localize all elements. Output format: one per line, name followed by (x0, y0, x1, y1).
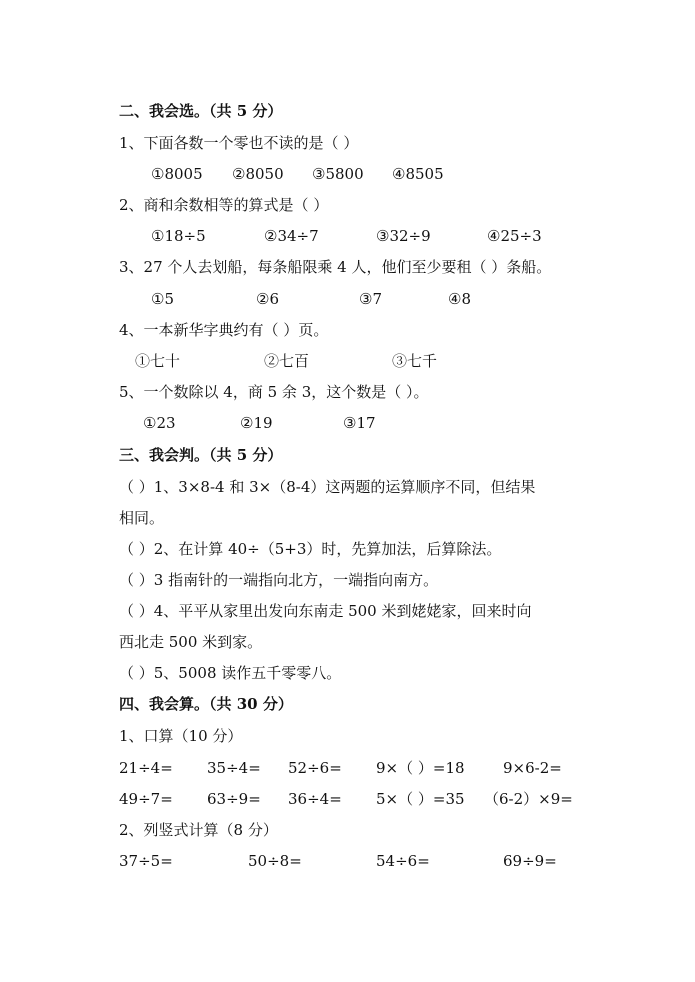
option: ④25÷3 (487, 227, 542, 245)
option: ②19 (240, 414, 273, 432)
oral-calc-item: 52÷6= (288, 759, 342, 777)
section-heading: 三、我会判。（共 5 分） (119, 446, 283, 464)
option: ③17 (343, 414, 376, 432)
judgement-item-continued: 西北走 500 米到家。 (119, 633, 263, 651)
option: ③32÷9 (376, 227, 431, 245)
vertical-calc-item: 54÷6= (376, 852, 430, 870)
judgement-item: （ ）3 指南针的一端指向北方，一端指向南方。 (119, 571, 439, 589)
judgement-item: （ ）1、3×8-4 和 3×（8-4）这两题的运算顺序不同，但结果 (119, 478, 536, 496)
option: ③5800 (312, 165, 364, 183)
option: ①23 (143, 414, 176, 432)
option: ②6 (256, 290, 279, 308)
subsection-title: 1、口算（10 分） (119, 727, 243, 745)
vertical-calc-item: 37÷5= (119, 852, 173, 870)
question-text: 1、下面各数一个零也不读的是（ ） (119, 134, 359, 152)
section-heading: 四、我会算。（共 30 分） (119, 695, 293, 713)
vertical-calc-item: 50÷8= (248, 852, 302, 870)
option: ③七千 (392, 352, 438, 370)
oral-calc-item: 49÷7= (119, 790, 173, 808)
oral-calc-item: 36÷4= (288, 790, 342, 808)
oral-calc-item: 9×6-2= (503, 759, 562, 777)
oral-calc-item: （6-2）×9= (484, 790, 573, 808)
oral-calc-item: 21÷4= (119, 759, 173, 777)
option: ②七百 (264, 352, 310, 370)
oral-calc-item: 9×（ ）=18 (376, 759, 465, 777)
section-heading: 二、我会选。（共 5 分） (119, 102, 283, 120)
vertical-calc-item: 69÷9= (503, 852, 557, 870)
option: ②8050 (232, 165, 284, 183)
option: ④8505 (392, 165, 444, 183)
question-text: 5、一个数除以 4，商 5 余 3，这个数是（ ）。 (119, 383, 429, 401)
subsection-title: 2、列竖式计算（8 分） (119, 821, 278, 839)
judgement-item: （ ）4、平平从家里出发向东南走 500 米到姥姥家，回来时向 (119, 602, 532, 620)
option: ①18÷5 (151, 227, 206, 245)
option: ③7 (359, 290, 382, 308)
oral-calc-item: 35÷4= (207, 759, 261, 777)
option: ①七十 (135, 352, 181, 370)
judgement-item: （ ）2、在计算 40÷（5+3）时，先算加法，后算除法。 (119, 540, 502, 558)
option: ①8005 (151, 165, 203, 183)
oral-calc-item: 5×（ ）=35 (376, 790, 465, 808)
option: ④8 (448, 290, 471, 308)
question-text: 4、一本新华字典约有（ ）页。 (119, 321, 329, 339)
question-text: 2、商和余数相等的算式是（ ） (119, 196, 329, 214)
judgement-item: （ ）5、5008 读作五千零零八。 (119, 664, 342, 682)
question-text: 3、27 个人去划船，每条船限乘 4 人，他们至少要租（ ）条船。 (119, 258, 552, 276)
option: ①5 (151, 290, 174, 308)
oral-calc-item: 63÷9= (207, 790, 261, 808)
judgement-item-continued: 相同。 (119, 509, 165, 527)
option: ②34÷7 (264, 227, 319, 245)
